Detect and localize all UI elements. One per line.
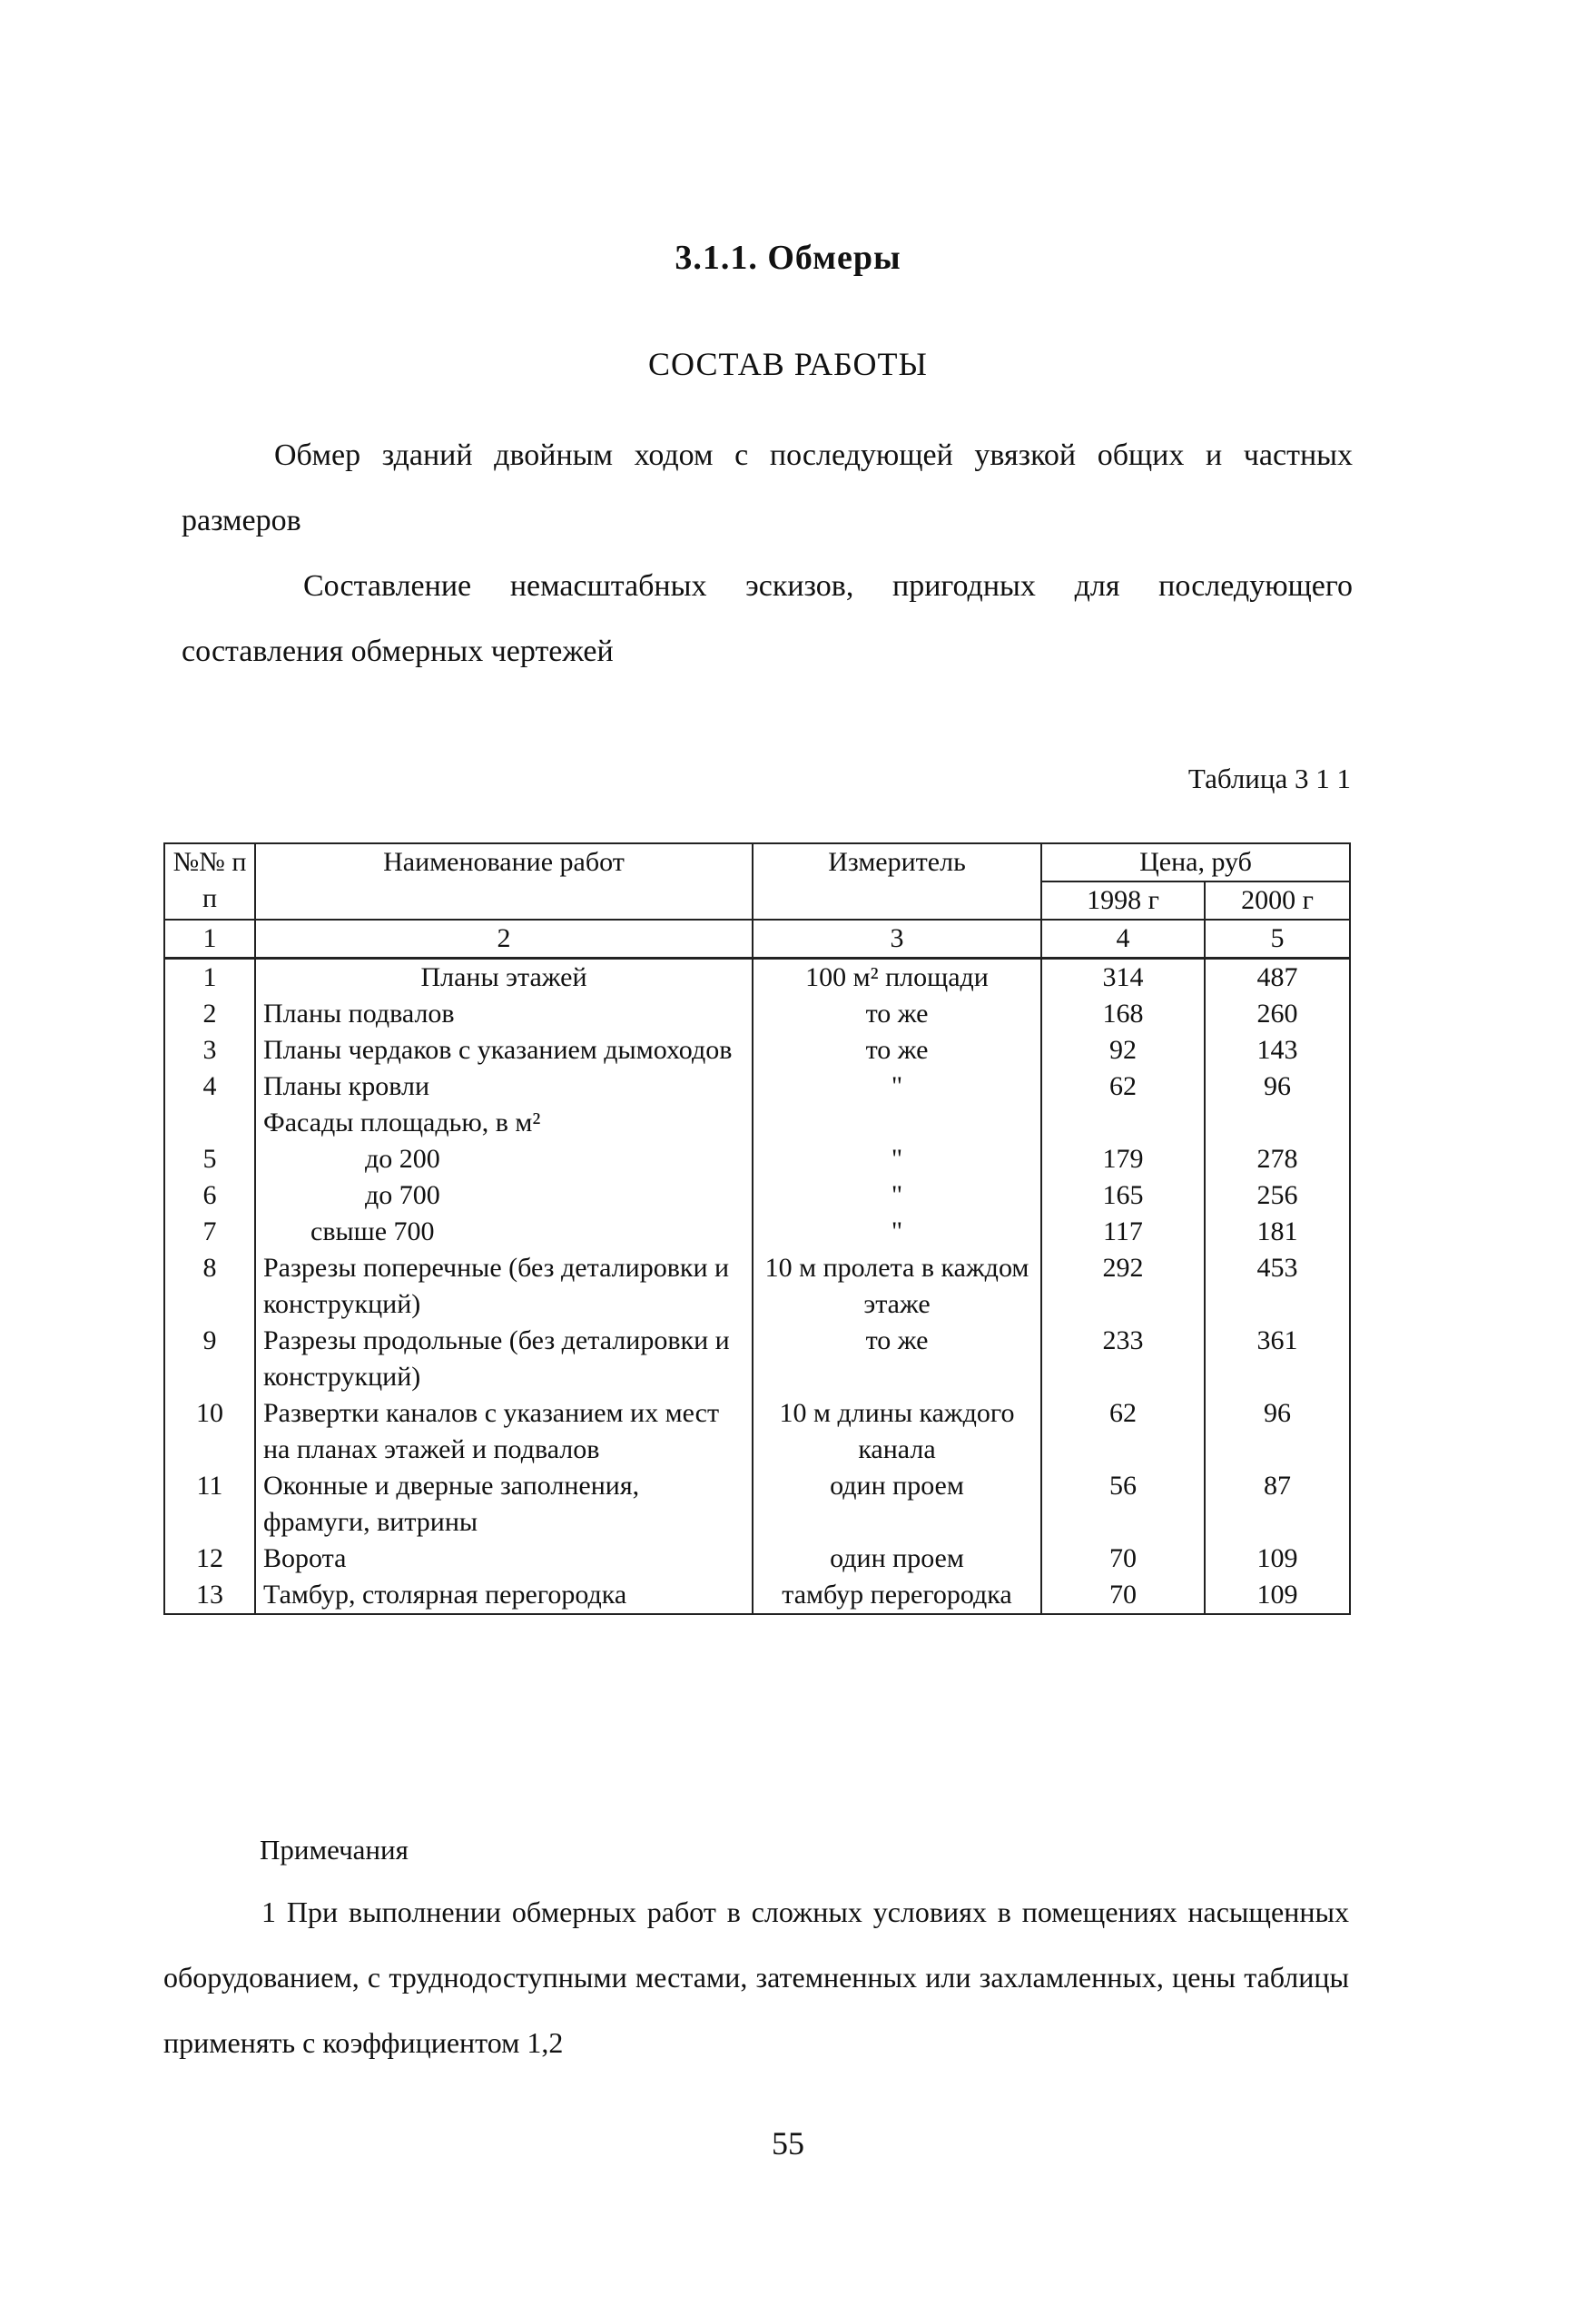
row-price-1998: 56 [1041,1468,1205,1541]
column-number: 1 [164,920,255,959]
column-number: 3 [753,920,1041,959]
row-price-2000: 143 [1205,1032,1350,1068]
row-price-1998: 314 [1041,959,1205,997]
row-name: Тамбур, столярная перегородка [255,1577,753,1614]
table-row [164,996,1350,1032]
row-num: 6 [164,1177,255,1214]
row-unit: " [753,1214,1041,1250]
table-row [164,1395,1350,1468]
header-unit: Измеритель [753,843,1041,920]
table-row [164,1214,1350,1250]
row-unit [753,1105,1041,1141]
table-row [164,1141,1350,1177]
row-price-2000: 361 [1205,1323,1350,1395]
row-unit: то же [753,996,1041,1032]
header-2000: 2000 г [1205,881,1350,920]
row-unit: 10 м длины каждого канала [753,1395,1041,1468]
row-num: 13 [164,1577,255,1614]
row-price-1998: 62 [1041,1068,1205,1105]
table-row [164,1105,1350,1141]
row-num: 8 [164,1250,255,1323]
row-price-2000: 487 [1205,959,1350,997]
row-price-1998: 70 [1041,1541,1205,1577]
header-1998: 1998 г [1041,881,1205,920]
table-row [164,959,1350,997]
table-row [164,1250,1350,1323]
row-name: Планы этажей [255,959,753,997]
row-unit: то же [753,1032,1041,1068]
row-price-1998 [1041,1105,1205,1141]
table-caption: Таблица 3 1 1 [1187,763,1351,794]
header-num: №№ п п [164,843,255,920]
row-unit: один проем [753,1541,1041,1577]
work-composition-subtitle: СОСТАВ РАБОТЫ [648,346,928,382]
paragraph-measurement: Обмер зданий двойным ходом с последующей увязкой общих и частных размеров [182,438,1353,537]
note-text: 1 При выполнении обмерных работ в сложных условиях в помещениях насыщенных оборудованием, с труднодоступными местами, затемненных или захламленных, цены таблицы применять с коэффициентом 1,2 [163,1896,1349,2059]
row-num [164,1105,255,1141]
row-name: свыше 700 [255,1214,753,1250]
row-unit: то же [753,1323,1041,1395]
row-unit: 10 м пролета в каждом этаже [753,1250,1041,1323]
row-price-1998: 292 [1041,1250,1205,1323]
prices-table [163,842,1351,1615]
row-num: 5 [164,1141,255,1177]
row-name: Оконные и дверные заполнения, фрамуги, витрины [255,1468,753,1541]
row-price-2000: 453 [1205,1250,1350,1323]
row-price-2000 [1205,1105,1350,1141]
table-row [164,1068,1350,1105]
table-row [164,1541,1350,1577]
row-name: до 200 [255,1141,753,1177]
column-number: 2 [255,920,753,959]
row-name: Фасады площадью, в м² [255,1105,753,1141]
row-num: 4 [164,1068,255,1105]
column-number: 5 [1205,920,1350,959]
notes-title: Примечания [260,1834,409,1866]
row-name: Планы подвалов [255,996,753,1032]
row-name: до 700 [255,1177,753,1214]
row-price-1998: 168 [1041,996,1205,1032]
table-row [164,1032,1350,1068]
row-unit: тамбур перегородка [753,1577,1041,1614]
table-row [164,1468,1350,1541]
row-name: Развертки каналов с указанием их мест на планах этажей и подвалов [255,1395,753,1468]
row-price-2000: 96 [1205,1068,1350,1105]
row-price-2000: 181 [1205,1214,1350,1250]
row-price-1998: 70 [1041,1577,1205,1614]
row-price-2000: 256 [1205,1177,1350,1214]
row-price-2000: 278 [1205,1141,1350,1177]
row-unit: " [753,1177,1041,1214]
row-name: Ворота [255,1541,753,1577]
table-row [164,1323,1350,1395]
row-price-1998: 62 [1041,1395,1205,1468]
row-unit: " [753,1068,1041,1105]
section-title: 3.1.1. Обмеры [675,239,901,277]
row-name: Планы кровли [255,1068,753,1105]
row-num: 9 [164,1323,255,1395]
row-price-1998: 117 [1041,1214,1205,1250]
row-num: 2 [164,996,255,1032]
row-price-2000: 109 [1205,1541,1350,1577]
row-price-1998: 179 [1041,1141,1205,1177]
column-number: 4 [1041,920,1205,959]
paragraph-sketches: Составление немасштабных эскизов, пригодных для последующего составления обмерных чертежей [182,569,1353,668]
row-unit: 100 м² площади [753,959,1041,997]
header-price: Цена, руб [1041,843,1350,881]
row-name: Планы чердаков с указанием дымоходов [255,1032,753,1068]
row-price-2000: 96 [1205,1395,1350,1468]
row-num: 11 [164,1468,255,1541]
row-unit: " [753,1141,1041,1177]
header-name: Наименование работ [255,843,753,920]
row-name: Разрезы продольные (без деталировки и конструкций) [255,1323,753,1395]
row-price-1998: 165 [1041,1177,1205,1214]
table-row [164,1177,1350,1214]
row-unit: один проем [753,1468,1041,1541]
row-num: 10 [164,1395,255,1468]
row-name: Разрезы поперечные (без деталировки и конструкций) [255,1250,753,1323]
table-row [164,1577,1350,1614]
row-num: 12 [164,1541,255,1577]
page-number: 55 [772,2125,804,2162]
row-price-2000: 109 [1205,1577,1350,1614]
row-price-2000: 260 [1205,996,1350,1032]
row-num: 1 [164,959,255,997]
row-num: 3 [164,1032,255,1068]
row-price-2000: 87 [1205,1468,1350,1541]
row-price-1998: 233 [1041,1323,1205,1395]
row-num: 7 [164,1214,255,1250]
row-price-1998: 92 [1041,1032,1205,1068]
